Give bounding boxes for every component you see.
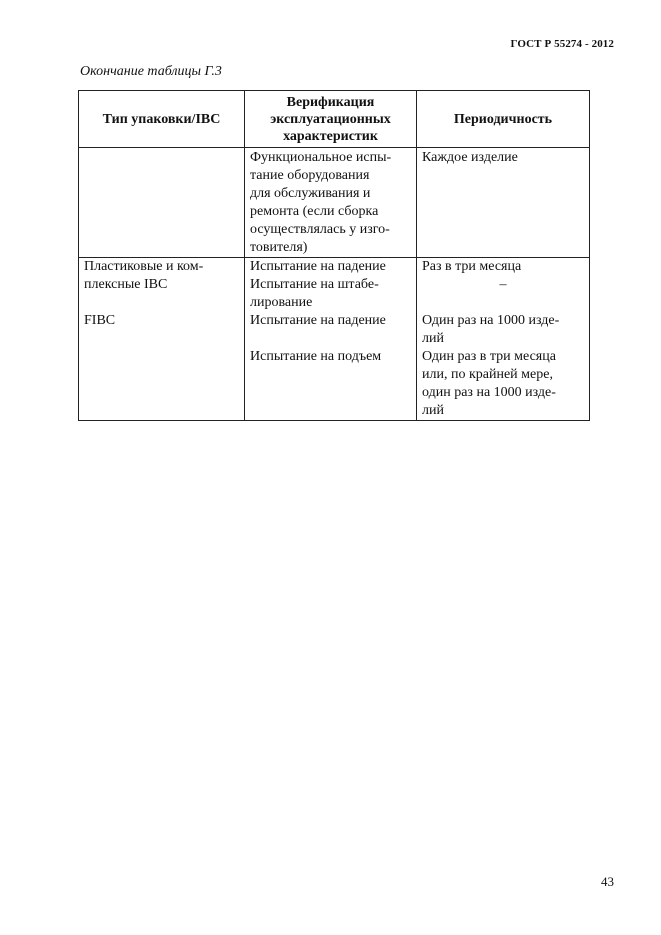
- cell-text: один раз на 1000 изде-: [422, 385, 556, 400]
- header-periodicity: [417, 91, 590, 148]
- table-row: [79, 148, 590, 258]
- cell-verification: [245, 148, 417, 258]
- cell-packaging-type: [79, 258, 245, 313]
- cell-dash: –: [499, 277, 507, 292]
- cell-text: Испытание на падение: [250, 259, 386, 274]
- cell-text: Один раз в три месяца: [422, 349, 556, 364]
- header-verification: [245, 91, 417, 148]
- cell-text: Испытание на падение: [250, 313, 386, 328]
- cell-text: Испытание на штабе-: [250, 277, 379, 292]
- cell-text: Испытание на подъем: [250, 349, 382, 364]
- cell-text: Один раз на 1000 изде-: [422, 313, 560, 328]
- cell-text: Функциональное испы-: [250, 150, 392, 165]
- cell-text: лирование: [250, 295, 313, 310]
- cell-text: плексные IBC: [84, 277, 168, 292]
- table-row: [79, 312, 590, 421]
- table-header-row: [79, 91, 590, 148]
- cell-text: товителя): [250, 240, 308, 255]
- cell-periodicity: [417, 312, 590, 421]
- header-text: эксплуатационных: [270, 111, 391, 127]
- cell-text: осуществлялась у изго-: [250, 222, 390, 237]
- cell-text: ремонта (если сборка: [250, 204, 379, 219]
- cell-text: Раз в три месяца: [422, 259, 522, 274]
- cell-text: лий: [422, 331, 444, 346]
- cell-text: или, по крайней мере,: [422, 367, 553, 382]
- cell-text: для обслуживания и: [250, 186, 371, 201]
- cell-verification: [245, 312, 417, 421]
- cell-text: Каждое изделие: [422, 150, 518, 165]
- table-caption: Окончание таблицы Г.3: [80, 64, 222, 79]
- cell-periodicity: [417, 258, 590, 313]
- cell-verification: [245, 258, 417, 313]
- cell-text: FIBC: [84, 313, 116, 328]
- specification-table: [78, 90, 590, 421]
- cell-text: лий: [422, 403, 444, 418]
- cell-text: Пластиковые и ком-: [84, 259, 204, 274]
- cell-packaging-type: [79, 148, 245, 258]
- document-header: ГОСТ Р 55274 - 2012: [510, 38, 614, 50]
- header-text: характеристик: [283, 128, 378, 144]
- table-row: [79, 258, 590, 313]
- header-text: Верификация: [286, 94, 375, 110]
- header-packaging-type: [79, 91, 245, 148]
- cell-periodicity: [417, 148, 590, 258]
- cell-packaging-type: [79, 312, 245, 421]
- header-text: Тип упаковки/IBC: [102, 111, 221, 127]
- cell-text: тание оборудования: [250, 168, 370, 183]
- header-text: Периодичность: [453, 111, 553, 127]
- spacer: [250, 330, 411, 348]
- page-number: 43: [601, 874, 614, 889]
